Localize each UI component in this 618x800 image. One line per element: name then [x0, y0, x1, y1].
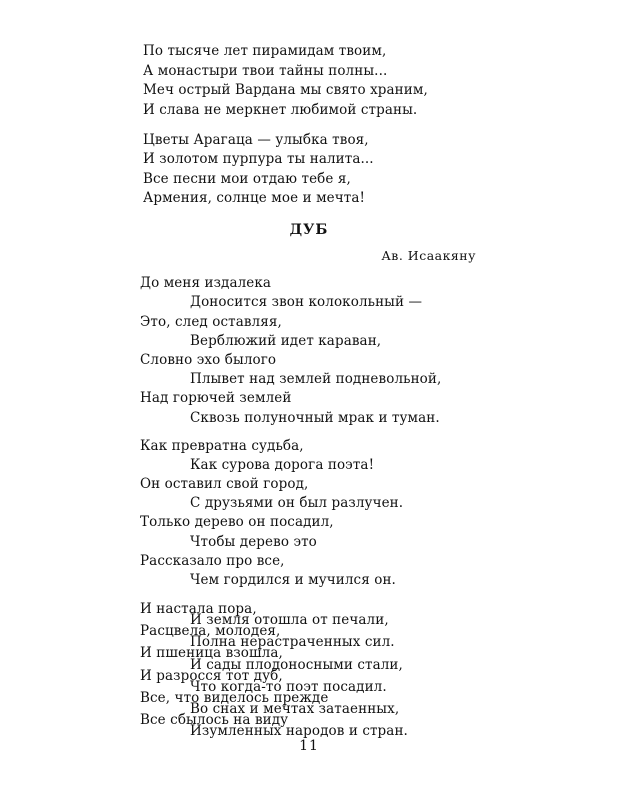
poem-line: И сады плодоносными стали, [190, 656, 403, 673]
poem-line: Что когда-то поэт посадил. [190, 678, 387, 695]
poem-line: Все сбылось на виду [140, 712, 289, 729]
poem-line: Изумленных народов и стран. [190, 723, 408, 740]
poem-line: Чтобы дерево это [190, 534, 317, 550]
poem-line: С друзьями он был разлучен. [190, 495, 404, 511]
poem-line: И слава не меркнет любимой страны. [143, 102, 418, 118]
poem-title: ДУБ [289, 222, 329, 238]
poem-line: Как превратна судьба, [140, 438, 304, 454]
poem-line: Меч острый Вардана мы свято храним, [143, 82, 428, 98]
poem-line: Словно эхо былого [140, 352, 277, 368]
poem-line: Все, что виделось прежде [140, 689, 329, 706]
poem-line: Во снах и мечтах затаенных, [190, 701, 400, 717]
poem-line: Цветы Арагаца — улыбка твоя, [143, 132, 369, 148]
poem-line: Только дерево он посадил, [140, 514, 334, 530]
poem-line: Армения, солнце мое и мечта! [143, 190, 366, 206]
poem-line: Рассказало про все, [140, 553, 285, 569]
poem-line: Доносится звон колокольный — [190, 294, 423, 310]
poem-line: И золотом пурпура ты налита... [143, 151, 374, 167]
poem-line: Как сурова дорога поэта! [190, 457, 375, 473]
poem-line: Он оставил свой город, [140, 476, 309, 492]
poem-line: Над горючей землей [140, 390, 292, 406]
poem-dedication: Ав. Исаакяну [381, 248, 476, 263]
poem-line: И разросся тот дуб, [140, 667, 283, 684]
poem-line: А монастыри твои тайны полны... [143, 63, 388, 79]
poem-line: Это, след оставляя, [140, 314, 282, 330]
page-number: 11 [299, 738, 319, 754]
poem-line: Чем гордился и мучился он. [190, 572, 396, 588]
poem-line: Плывет над землей подневольной, [190, 371, 442, 387]
poem-line: По тысяче лет пирамидам твоим, [143, 43, 387, 59]
poem-line: До меня издалека [140, 275, 272, 291]
poem-line: Расцвела, молодея, [140, 623, 281, 640]
poem-line: И настала пора, [140, 601, 257, 617]
poem-line: И пшеница взошла, [140, 645, 283, 662]
poem-line: Все песни мои отдаю тебе я, [143, 171, 351, 187]
poem-line: Сквозь полуночный мрак и туман. [190, 410, 440, 426]
poem-line: Полна нерастраченных сил. [190, 634, 395, 651]
poem-line: И земля отошла от печали, [190, 612, 389, 629]
poem-line: Верблюжий идет караван, [190, 333, 382, 349]
